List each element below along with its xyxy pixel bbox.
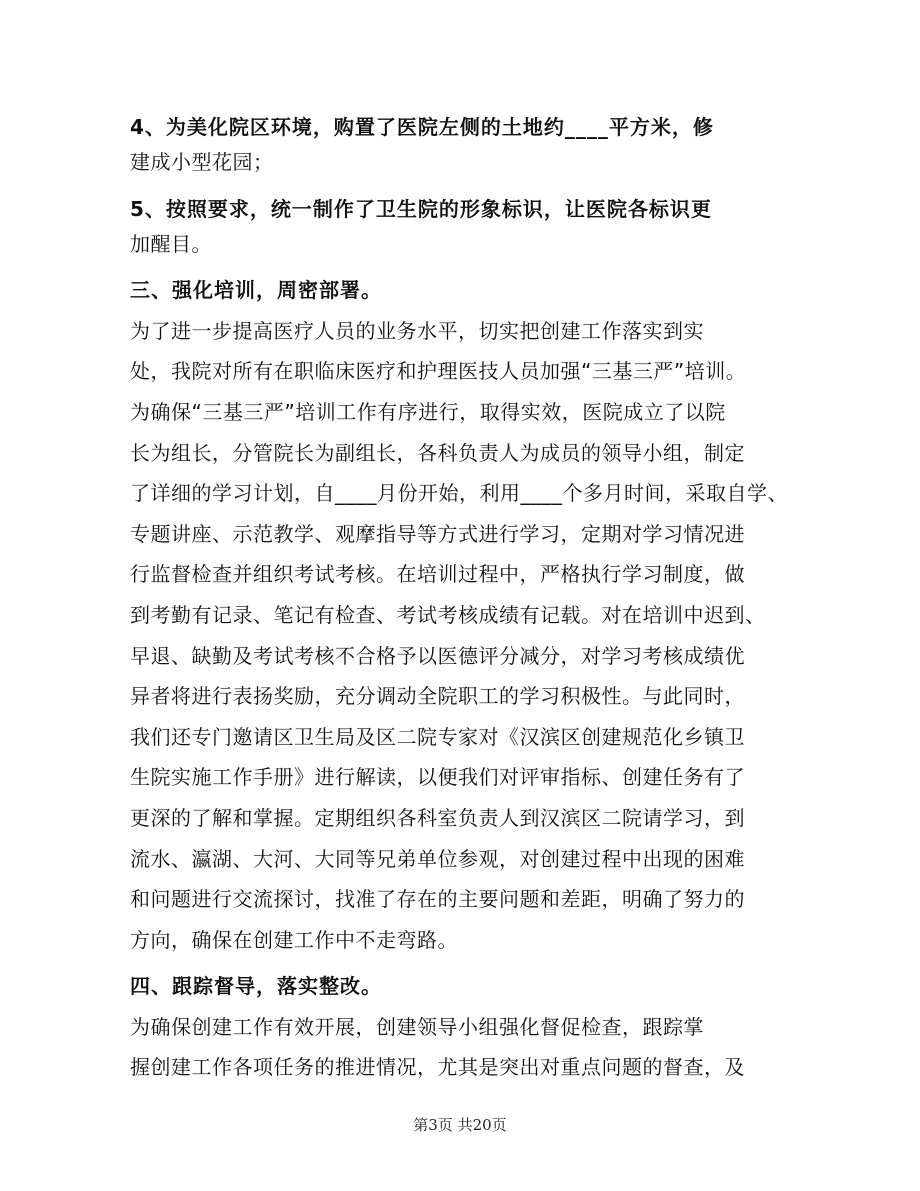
text-line: 建成小型花园； (130, 150, 274, 174)
text-line: 生院实施工作手册》进行解读，以便我们对评审指标、创建任务有了 (130, 765, 745, 789)
heading-line: 4、为美化院区环境，购置了医院左侧的土地约____平方米，修 (130, 115, 714, 139)
heading-line: 5、按照要求，统一制作了卫生院的形象标识，让医院各标识更 (130, 197, 712, 221)
heading-line: 三、强化培训，周密部署。 (130, 278, 382, 302)
text-line: 流水、瀛湖、大河、大同等兄弟单位参观，对创建过程中出现的困难 (130, 847, 745, 871)
text-line: 专题讲座、示范教学、观摩指导等方式进行学习，定期对学习情况进 (130, 522, 745, 546)
text-line: 长为组长，分管院长为副组长，各科负责人为成员的领导小组，制定 (130, 441, 745, 465)
text-line: 早退、缺勤及考试考核不合格予以医德评分减分，对学习考核成绩优 (130, 644, 745, 668)
text-line: 方向，确保在创建工作中不走弯路。 (130, 928, 458, 952)
text-line: 了详细的学习计划，自____月份开始，利用____个多月时间，采取自学、 (130, 481, 788, 505)
text-line: 握创建工作各项任务的推进情况，尤其是突出对重点问题的督查，及 (130, 1055, 745, 1079)
text-line: 为确保创建工作有效开展，创建领导小组强化督促检查，跟踪掌 (130, 1015, 704, 1039)
text-line: 和问题进行交流探讨，找准了存在的主要问题和差距，明确了努力的 (130, 887, 745, 911)
heading-line: 四、跟踪督导，落实整改。 (130, 974, 382, 998)
text-line: 加醒目。 (130, 232, 212, 256)
text-line: 为确保“三基三严”培训工作有序进行，取得实效，医院成立了以院 (130, 400, 726, 424)
text-line: 更深的了解和掌握。定期组织各科室负责人到汉滨区二院请学习，到 (130, 806, 745, 830)
page-footer: 第3页 共20页 (413, 1116, 507, 1134)
text-line: 到考勤有记录、笔记有检查、考试考核成绩有记载。对在培训中迟到、 (130, 603, 766, 627)
text-line: 为了进一步提高医疗人员的业务水平，切实把创建工作落实到实 (130, 319, 704, 343)
text-line: 我们还专门邀请区卫生局及区二院专家对《汉滨区创建规范化乡镇卫 (130, 725, 745, 749)
text-line: 异者将进行表扬奖励，充分调动全院职工的学习积极性。与此同时， (130, 684, 745, 708)
text-line: 行监督检查并组织考试考核。在培训过程中，严格执行学习制度，做 (130, 562, 745, 586)
text-line: 处，我院对所有在职临床医疗和护理医技人员加强“三基三严”培训。 (130, 359, 747, 383)
